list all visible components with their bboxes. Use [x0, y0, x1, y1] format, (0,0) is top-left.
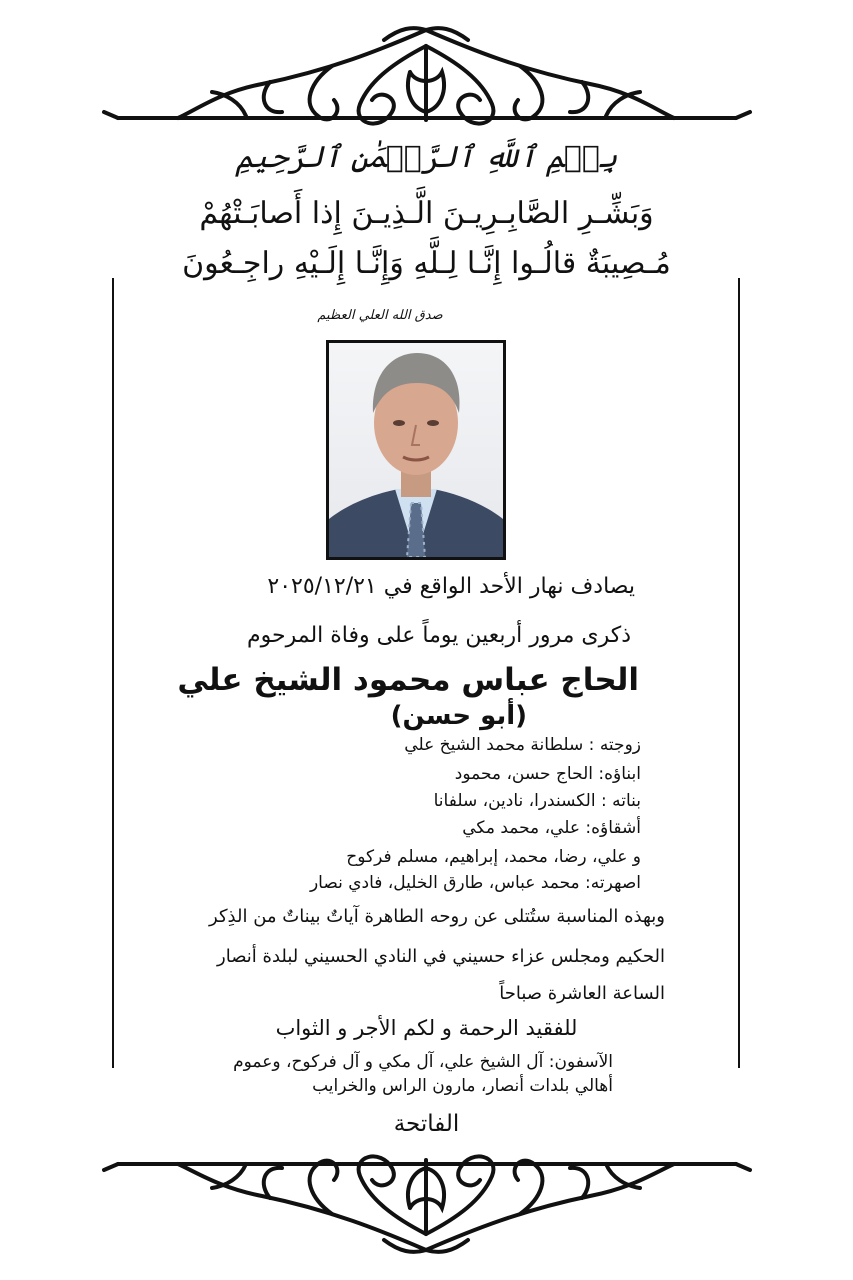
memorial-line: ذكرى مرور أربعين يوماً على وفاة المرحوم	[247, 623, 631, 648]
sadaqa-signature: صدق الله العلي العظيم	[317, 308, 443, 323]
date-line: يصادف نهار الأحد الواقع في ٢٠٢٥/١٢/٢١	[267, 574, 635, 599]
family-in-laws: اصهرته: محمد عباس، طارق الخليل، فادي نصار	[309, 873, 641, 893]
left-border-line	[112, 278, 114, 1068]
family-others: و علي، رضا، محمد، إبراهيم، مسلم فركوح	[346, 847, 641, 867]
mourners-line-1: الآسفون: آل الشيخ علي، آل مكي و آل فركوح، وعموم	[233, 1052, 613, 1072]
mourners-line-2: أهالي بلدات أنصار، مارون الراس والخرايب	[312, 1076, 613, 1096]
family-sons: ابناؤه: الحاج حسن، محمود	[454, 764, 641, 784]
fatiha: الفاتحة	[393, 1111, 460, 1137]
occasion-line-2: الحكيم ومجلس عزاء حسيني في النادي الحسيني لبلدة أنصار	[217, 946, 665, 967]
verse-line-2: مُـصِيبَةٌ قالُـوا إِنَّـا لِـلَّهِ وَإِنَّـا إِلَـيْهِ راجِـعُونَ	[182, 246, 671, 281]
family-daughters: بناته : الكسندرا، نادين، سلفانا	[433, 791, 641, 811]
verse-line-1: وَبَشِّـرِ الصَّابِـرِيـنَ الَّـذِيـنَ إِذا أَصابَـتْهُمْ	[199, 196, 654, 231]
right-border-line	[738, 278, 740, 1068]
occasion-line-1: وبهذه المناسبة ستُتلى عن روحه الطاهرة آياتٌ بيناتٌ من الذِكر	[209, 906, 665, 927]
deceased-name: الحاج عباس محمود الشيخ علي	[177, 662, 639, 698]
family-wife: زوجته : سلطانة محمد الشيخ علي	[404, 735, 641, 755]
bottom-ornament	[0, 1130, 853, 1280]
deceased-nickname: (أبو حسن)	[390, 701, 527, 731]
condolence-line: للفقيد الرحمة و لكم الأجر و الثواب	[275, 1016, 578, 1040]
top-ornament	[0, 0, 853, 150]
deceased-photo	[326, 340, 506, 560]
occasion-line-3: الساعة العاشرة صباحاً	[499, 983, 665, 1004]
family-brothers: أشقاؤه: علي، محمد مكي	[462, 818, 641, 838]
portrait-illustration	[329, 343, 503, 557]
basmala: بِسۡمِ ٱللَّهِ ٱلرَّحۡمَٰنِ ٱلرَّحِيمِ	[235, 140, 618, 175]
